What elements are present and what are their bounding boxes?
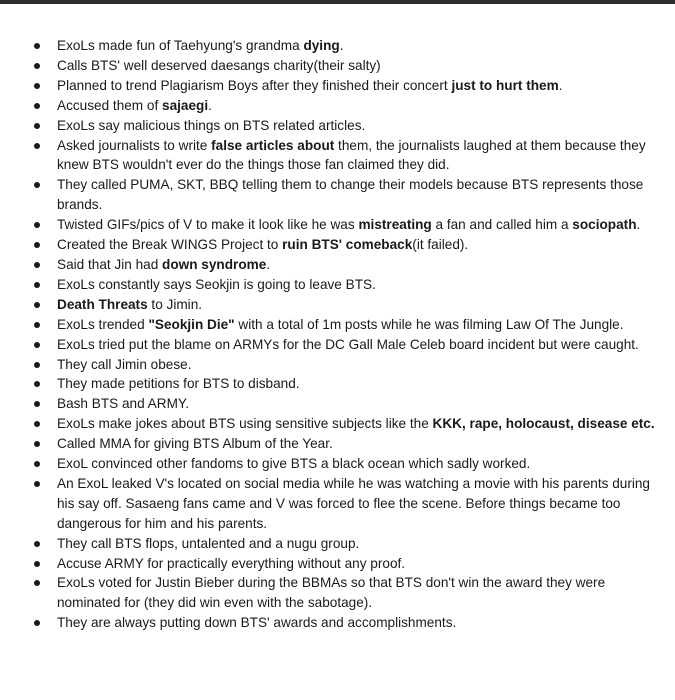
item-text: ExoLs tried put the blame on ARMYs for the DC Gall Male Celeb board incident but were caught. xyxy=(57,336,639,352)
list-item xyxy=(34,275,664,295)
item-text: . xyxy=(636,217,641,233)
list-item xyxy=(34,474,664,534)
item-text: ExoLs voted for Justin Bieber during the BBMAs so that BTS don't win the award they were nominated for (they did win even with the sabotage). xyxy=(57,575,606,611)
emphasis-text: sajaegi xyxy=(162,97,209,113)
list-item xyxy=(34,36,664,56)
item-text: . xyxy=(266,256,271,272)
item-text: An ExoL leaked V's located on social media while he was watching a movie with his parents during his say off. Sasaeng fans came and V was forced to flee the scene. Before things became too dangerous for him and his parents. xyxy=(57,475,650,531)
list-item xyxy=(34,76,664,96)
emphasis-text: dying xyxy=(303,38,340,53)
list-item xyxy=(34,335,664,355)
list-item xyxy=(34,613,664,633)
list-item xyxy=(34,355,664,375)
list-item xyxy=(34,534,664,554)
emphasis-text: ruin BTS' comeback xyxy=(282,237,413,253)
list-item xyxy=(34,315,664,335)
item-text: to Jimin. xyxy=(147,296,203,312)
item-text: They are always putting down BTS' awards and accomplishments. xyxy=(57,615,457,631)
item-text: Accused them of xyxy=(57,97,163,113)
item-text: them, the journalists laughed at them because they knew BTS wouldn't ever do the things those fan claimed they did. xyxy=(57,137,646,173)
item-text: Accuse ARMY for practically everything without any proof. xyxy=(57,555,406,571)
list-item xyxy=(34,235,664,255)
list-item xyxy=(34,56,664,76)
item-text: Said that Jin had xyxy=(57,256,163,272)
item-text: They call Jimin obese. xyxy=(57,356,192,372)
top-edge-bar xyxy=(0,0,675,4)
item-text: Bash BTS and ARMY. xyxy=(57,396,189,412)
item-text: ExoLs made fun of Taehyung's grandma xyxy=(57,38,304,53)
emphasis-text: down syndrome xyxy=(162,256,267,272)
list-item xyxy=(34,573,664,613)
list-item xyxy=(34,215,664,235)
emphasis-text: sociopath xyxy=(572,217,637,233)
list-item xyxy=(34,295,664,315)
item-text: Called MMA for giving BTS Album of the Year. xyxy=(57,436,333,452)
item-text: ExoLs trended xyxy=(57,316,149,332)
list-item xyxy=(34,554,664,574)
list-item xyxy=(34,116,664,136)
item-text: ExoLs constantly says Seokjin is going to leave BTS. xyxy=(57,276,376,292)
emphasis-text: Death Threats xyxy=(57,296,148,312)
list-item xyxy=(34,374,664,394)
list-item xyxy=(34,394,664,414)
emphasis-text: KKK, rape, holocaust, disease etc. xyxy=(432,416,655,432)
list-item xyxy=(34,255,664,275)
item-text: They called PUMA, SKT, BBQ telling them to change their models because BTS represents those brands. xyxy=(57,177,644,213)
list-item xyxy=(34,454,664,474)
emphasis-text: just to hurt them xyxy=(451,77,559,93)
emphasis-text: mistreating xyxy=(358,217,432,233)
item-text: (it failed). xyxy=(412,237,469,253)
item-text: Planned to trend Plagiarism Boys after they finished their concert xyxy=(57,77,452,93)
item-text: ExoLs make jokes about BTS using sensitive subjects like the xyxy=(57,416,433,432)
item-text: They call BTS flops, untalented and a nugu group. xyxy=(57,535,360,551)
list-item xyxy=(34,414,664,434)
emphasis-text: "Seokjin Die" xyxy=(148,316,235,332)
item-text: . xyxy=(339,38,344,53)
item-text: . xyxy=(208,97,212,113)
bullet-list xyxy=(34,36,664,633)
item-text: with a total of 1m posts while he was filming Law Of The Jungle. xyxy=(234,316,624,332)
item-text: Calls BTS' well deserved daesangs charity(their salty) xyxy=(57,57,381,73)
item-text: ExoL convinced other fandoms to give BTS a black ocean which sadly worked. xyxy=(57,456,531,472)
list-item xyxy=(34,96,664,116)
item-text: Asked journalists to write xyxy=(57,137,212,153)
list-item xyxy=(34,175,664,215)
item-text: Twisted GIFs/pics of V to make it look like he was xyxy=(57,217,359,233)
list-item xyxy=(34,434,664,454)
item-text: . xyxy=(558,77,563,93)
item-text: They made petitions for BTS to disband. xyxy=(57,376,300,392)
item-text: Created the Break WINGS Project to xyxy=(57,237,283,253)
item-text: a fan and called him a xyxy=(431,217,573,233)
list-item xyxy=(34,136,664,176)
emphasis-text: false articles about xyxy=(211,137,335,153)
item-text: ExoLs say malicious things on BTS related articles. xyxy=(57,117,366,133)
document-page xyxy=(34,36,664,633)
